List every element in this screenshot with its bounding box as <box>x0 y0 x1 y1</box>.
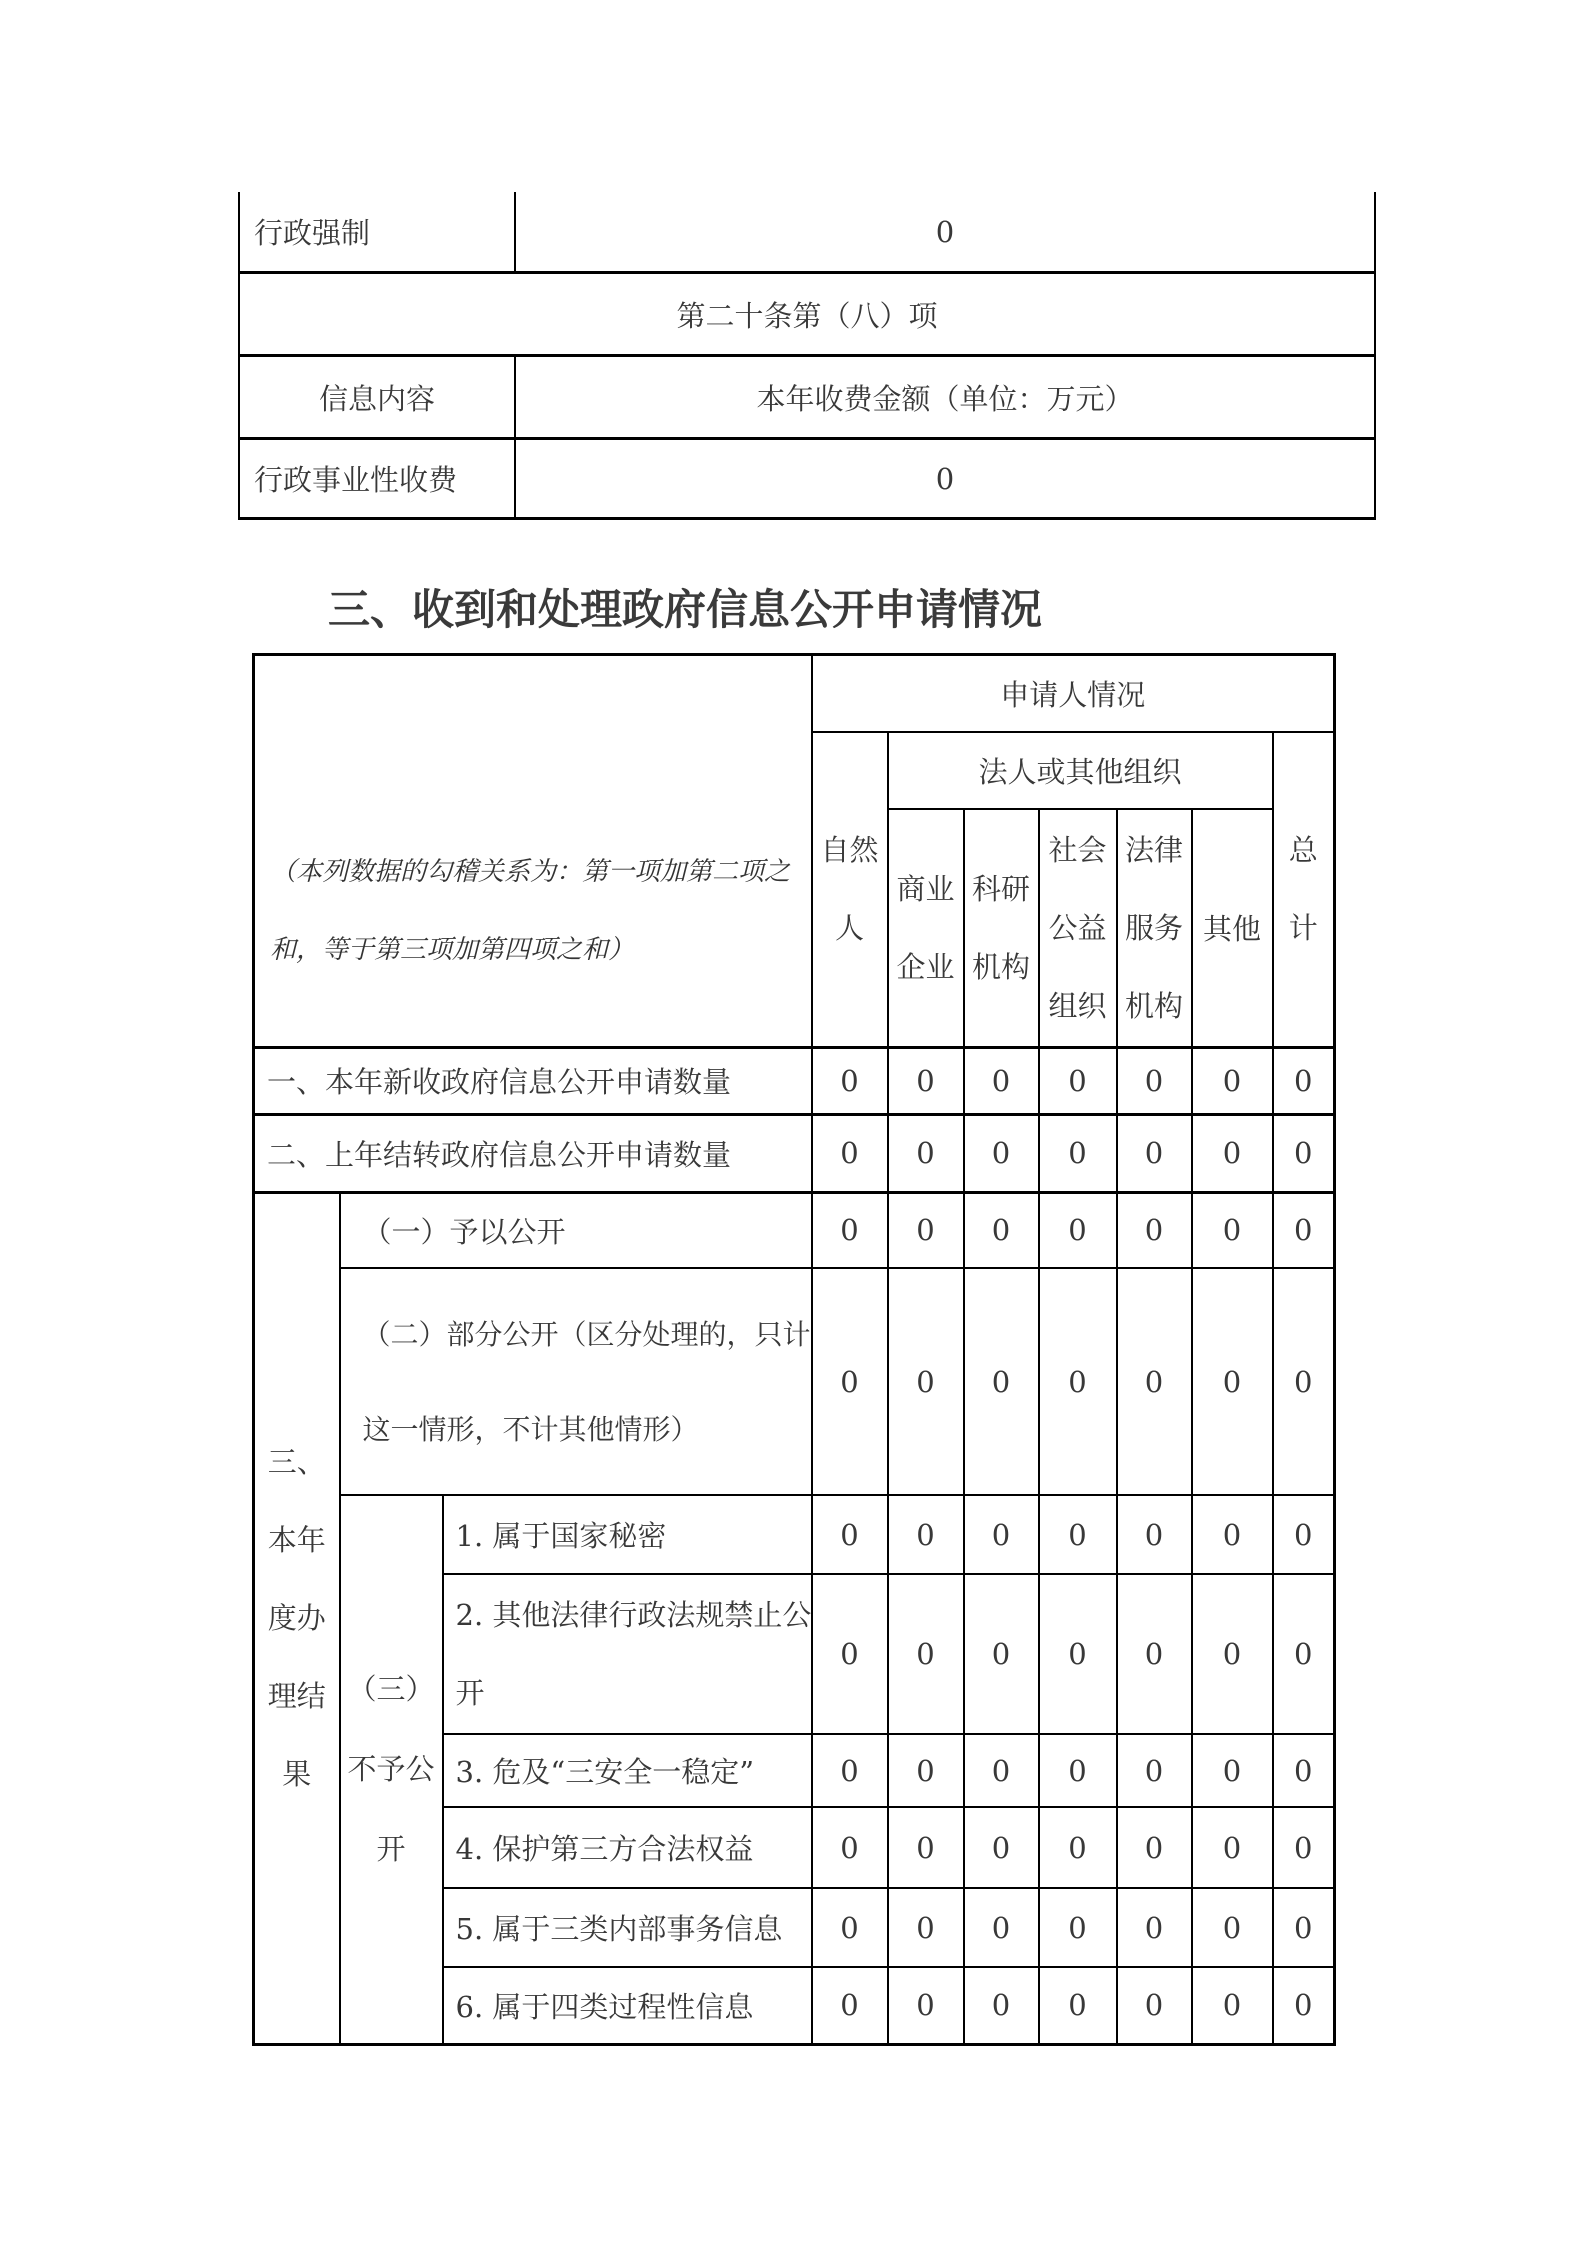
header-line: 法律 <box>1125 832 1184 867</box>
zero-cell: 0 <box>964 1574 1039 1734</box>
row-new-applications-label: 一、本年新收政府信息公开申请数量 <box>254 1047 812 1114</box>
applications-table <box>252 653 1336 2046</box>
zero-cell: 0 <box>888 1967 964 2044</box>
zero-cell: 0 <box>964 1734 1039 1807</box>
zero-cell: 0 <box>964 1888 1039 1967</box>
header-legal-org: 法人或其他组织 <box>888 732 1273 809</box>
zero-cell: 0 <box>1192 1807 1273 1888</box>
zero-cell: 0 <box>1039 1192 1117 1268</box>
zero-cell: 0 <box>1117 1047 1192 1114</box>
zero-cell: 0 <box>888 1047 964 1114</box>
table-row <box>239 356 1375 439</box>
header-social <box>1039 809 1117 1048</box>
zero-cell: 0 <box>1117 1192 1192 1268</box>
section3-label-line: 本年 <box>267 1523 326 1557</box>
zero-cell: 0 <box>1192 1888 1273 1967</box>
zero-cell: 0 <box>1192 1574 1273 1734</box>
zero-cell: 0 <box>888 1268 964 1495</box>
zero-cell: 0 <box>1039 1967 1117 2044</box>
header-line: 人 <box>835 911 865 945</box>
header-total <box>1273 732 1335 1048</box>
header-line: 计 <box>1288 911 1318 945</box>
header-line: 社会 <box>1048 832 1107 867</box>
zero-cell: 0 <box>1192 1268 1273 1495</box>
row-carryover-applications-label: 二、上年结转政府信息公开申请数量 <box>254 1114 812 1192</box>
row-internal-affairs-label: 5. 属于三类内部事务信息 <box>443 1888 812 1967</box>
zero-cell: 0 <box>812 1967 888 2044</box>
zero-cell: 0 <box>1273 1574 1335 1734</box>
zero-cell: 0 <box>964 1967 1039 2044</box>
section3-label-line: 度办 <box>267 1601 326 1635</box>
zero-cell: 0 <box>1273 1192 1335 1268</box>
section3-vertical-label <box>254 1192 340 2044</box>
zero-cell: 0 <box>1117 1967 1192 2044</box>
zero-cell: 0 <box>1273 1268 1335 1495</box>
zero-cell: 0 <box>812 1888 888 1967</box>
zero-cell: 0 <box>1192 1967 1273 2044</box>
zero-cell: 0 <box>1192 1734 1273 1807</box>
zero-cell: 0 <box>1273 1807 1335 1888</box>
zero-cell: 0 <box>812 1574 888 1734</box>
sub3-label-line: 开 <box>376 1832 406 1867</box>
zero-cell: 0 <box>1039 1807 1117 1888</box>
row-partial-line1: （二）部分公开（区分处理的，只计 <box>362 1317 811 1351</box>
header-other: 其他 <box>1192 809 1273 1048</box>
table-row <box>254 655 1335 732</box>
zero-cell: 0 <box>1039 1734 1117 1807</box>
header-research <box>964 809 1039 1048</box>
header-applicant: 申请人情况 <box>812 655 1335 732</box>
zero-cell: 0 <box>1273 1967 1335 2044</box>
sub3-label-line: 不予公 <box>347 1752 435 1787</box>
zero-cell: 0 <box>1039 1047 1117 1114</box>
header-line: 企业 <box>896 949 955 984</box>
zero-cell: 0 <box>1273 1047 1335 1114</box>
row-process-info-label: 6. 属于四类过程性信息 <box>443 1967 812 2044</box>
table-row <box>254 1047 1335 1114</box>
reconciliation-note-line2: 和，等于第三项加第四项之和） <box>270 934 635 965</box>
header-line: 总 <box>1288 833 1318 867</box>
header-line: 公益 <box>1048 910 1107 945</box>
zero-cell: 0 <box>812 1047 888 1114</box>
zero-cell: 0 <box>1273 1734 1335 1807</box>
fee-row-coercion-label: 行政强制 <box>239 192 515 273</box>
zero-cell: 0 <box>888 1734 964 1807</box>
zero-cell: 0 <box>1117 1888 1192 1967</box>
zero-cell: 0 <box>812 1114 888 1192</box>
zero-cell: 0 <box>964 1114 1039 1192</box>
table-row <box>254 1192 1335 1268</box>
table-row <box>239 273 1375 356</box>
zero-cell: 0 <box>812 1734 888 1807</box>
header-commercial <box>888 809 964 1048</box>
fee-table <box>238 192 1376 520</box>
zero-cell: 0 <box>1117 1807 1192 1888</box>
header-line: 商业 <box>896 871 955 906</box>
section3-label-line: 果 <box>282 1757 312 1791</box>
zero-cell: 0 <box>1192 1114 1273 1192</box>
row-law-prohibited-label <box>443 1574 812 1734</box>
row-granted-label: （一）予以公开 <box>340 1192 812 1268</box>
zero-cell: 0 <box>1039 1495 1117 1574</box>
zero-cell: 0 <box>1273 1114 1335 1192</box>
table-row <box>239 439 1375 519</box>
zero-cell: 0 <box>888 1192 964 1268</box>
fee-row-info-label: 信息内容 <box>239 356 515 439</box>
fee-row-coercion-value: 0 <box>515 192 1375 273</box>
clause-merged-cell: 第二十条第（八）项 <box>239 273 1375 356</box>
sub3-label-line: （三） <box>347 1672 435 1707</box>
row-safety-label: 3. 危及“三安全一稳定” <box>443 1734 812 1807</box>
zero-cell: 0 <box>1192 1047 1273 1114</box>
zero-cell: 0 <box>1117 1574 1192 1734</box>
header-line: 服务 <box>1125 910 1184 945</box>
table-row <box>254 1268 1335 1495</box>
sub3-vertical-label <box>340 1495 443 2044</box>
zero-cell: 0 <box>1039 1574 1117 1734</box>
zero-cell: 0 <box>812 1807 888 1888</box>
zero-cell: 0 <box>964 1047 1039 1114</box>
zero-cell: 0 <box>812 1192 888 1268</box>
zero-cell: 0 <box>1273 1888 1335 1967</box>
header-line: 组织 <box>1048 988 1107 1023</box>
zero-cell: 0 <box>1117 1734 1192 1807</box>
fee-row-fee-value: 0 <box>515 439 1375 519</box>
zero-cell: 0 <box>964 1807 1039 1888</box>
table-row <box>254 1114 1335 1192</box>
zero-cell: 0 <box>1039 1888 1117 1967</box>
row-third-party-label: 4. 保护第三方合法权益 <box>443 1807 812 1888</box>
row-law-prohibited-line2: 开 <box>455 1676 485 1710</box>
section-heading: 三、收到和处理政府信息公开申请情况 <box>328 585 1043 634</box>
zero-cell: 0 <box>964 1192 1039 1268</box>
row-law-prohibited-line1: 2. 其他法律行政法规禁止公 <box>455 1598 812 1632</box>
zero-cell: 0 <box>1117 1495 1192 1574</box>
reconciliation-note-cell <box>254 655 812 1048</box>
zero-cell: 0 <box>964 1268 1039 1495</box>
zero-cell: 0 <box>1273 1495 1335 1574</box>
row-partial-label <box>340 1268 812 1495</box>
zero-cell: 0 <box>1192 1495 1273 1574</box>
zero-cell: 0 <box>888 1114 964 1192</box>
zero-cell: 0 <box>964 1495 1039 1574</box>
zero-cell: 0 <box>812 1268 888 1495</box>
reconciliation-note <box>256 713 810 989</box>
table-row <box>239 192 1375 273</box>
zero-cell: 0 <box>1117 1268 1192 1495</box>
zero-cell: 0 <box>888 1888 964 1967</box>
zero-cell: 0 <box>888 1574 964 1734</box>
zero-cell: 0 <box>888 1807 964 1888</box>
zero-cell: 0 <box>1192 1192 1273 1268</box>
header-line: 自然 <box>820 833 879 867</box>
zero-cell: 0 <box>1039 1114 1117 1192</box>
fee-row-info-value: 本年收费金额（单位：万元） <box>515 356 1375 439</box>
zero-cell: 0 <box>812 1495 888 1574</box>
section3-label-line: 三、 <box>267 1445 326 1479</box>
zero-cell: 0 <box>1039 1268 1117 1495</box>
row-partial-line2: 这一情形，不计其他情形） <box>362 1412 699 1446</box>
header-line: 机构 <box>1125 988 1184 1023</box>
row-state-secret-label: 1. 属于国家秘密 <box>443 1495 812 1574</box>
zero-cell: 0 <box>888 1495 964 1574</box>
header-line: 机构 <box>972 949 1031 984</box>
header-legal-service <box>1117 809 1192 1048</box>
reconciliation-note-line1: （本列数据的勾稽关系为：第一项加第二项之 <box>270 856 791 887</box>
header-line: 科研 <box>972 871 1031 906</box>
table-row <box>254 1495 1335 1574</box>
header-natural-person <box>812 732 888 1048</box>
section3-label-line: 理结 <box>267 1679 326 1713</box>
zero-cell: 0 <box>1117 1114 1192 1192</box>
fee-row-fee-label: 行政事业性收费 <box>239 439 515 519</box>
